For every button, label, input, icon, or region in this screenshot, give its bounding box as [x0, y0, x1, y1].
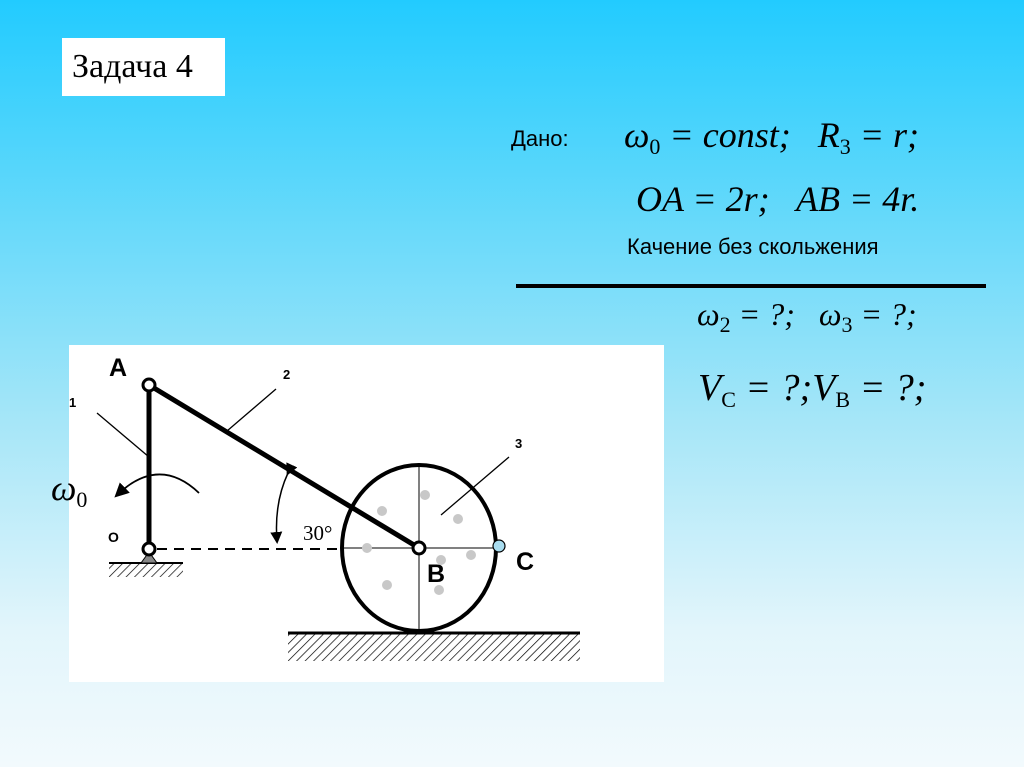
given-line-2: OA = 2r; AB = 4r. — [636, 179, 920, 219]
omega0-symbol: ω — [51, 468, 77, 508]
find-line-1 — [697, 296, 917, 338]
angle-label: 30° — [303, 521, 333, 545]
vc-subscript: C — [721, 387, 736, 412]
omega3-unknown: = ?; — [852, 296, 917, 332]
slide-title: Задача 4 — [72, 48, 193, 85]
omega3-subscript: 3 — [841, 312, 853, 337]
mechanism-diagram — [69, 345, 664, 682]
ground-surface — [288, 633, 580, 661]
angle-arc — [276, 473, 288, 541]
rolling-condition: Качение без скольжения — [627, 234, 879, 259]
leader-line-2 — [227, 389, 276, 431]
omega2-unknown: = ?; — [730, 296, 819, 332]
omega0-label — [51, 467, 87, 513]
vb-subscript: B — [835, 387, 851, 412]
vc-symbol: V — [698, 367, 722, 409]
joint-b — [413, 542, 425, 554]
label-point-o: O — [108, 529, 119, 545]
radius-subscript: 3 — [839, 134, 851, 159]
omega0-rotation-arrow — [117, 474, 199, 495]
omega-subscript: 0 — [649, 134, 661, 159]
find-line-2 — [698, 366, 926, 413]
joint-o — [143, 543, 155, 555]
title-box — [62, 38, 225, 96]
label-link-2: 2 — [283, 367, 291, 382]
vb-symbol: V — [812, 367, 836, 409]
point-c-marker — [493, 540, 505, 552]
vb-unknown: = ?; — [850, 367, 927, 409]
label-link-3: 3 — [515, 436, 523, 451]
label-point-a: A — [109, 354, 128, 382]
joint-a — [143, 379, 155, 391]
omega-symbol: ω — [624, 115, 650, 155]
leader-line-1 — [97, 413, 149, 457]
omega2-symbol: ω — [697, 296, 720, 332]
given-label: Дано: — [511, 126, 569, 151]
given-line-1 — [624, 114, 919, 160]
label-point-b: B — [427, 560, 446, 588]
vc-unknown: = ?; — [735, 367, 813, 409]
link-2-ab — [149, 385, 419, 548]
divider-line — [516, 284, 986, 288]
omega3-symbol: ω — [818, 296, 842, 332]
radius-symbol: R — [817, 115, 840, 155]
label-point-c: C — [516, 548, 535, 576]
label-link-1: 1 — [69, 395, 77, 410]
omega0-subscript: 0 — [76, 487, 88, 512]
mechanism-figure — [51, 345, 664, 682]
const-text: = const; — [660, 115, 818, 155]
omega2-subscript: 2 — [719, 312, 731, 337]
radius-value: = r; — [850, 115, 919, 155]
